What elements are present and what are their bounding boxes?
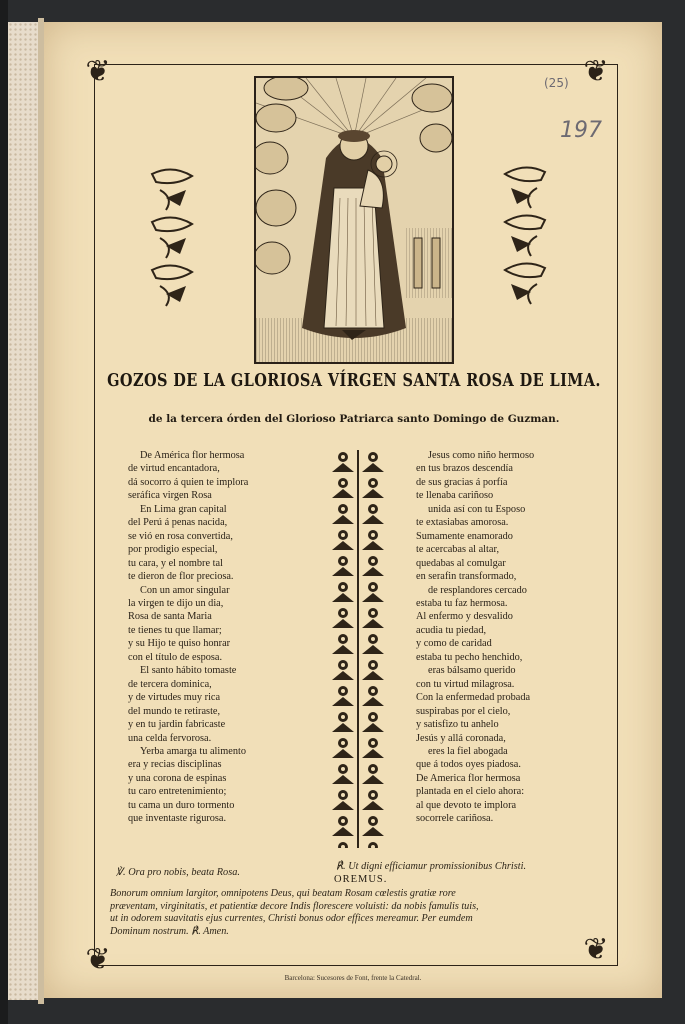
verse-line: seráfica virgen Rosa: [128, 490, 212, 502]
verse-line: estaba tu pecho henchido,: [416, 651, 523, 663]
left-facing-page: [8, 22, 40, 1000]
verse-line: de resplandores cercado: [428, 584, 527, 596]
closing-prayer: [110, 888, 606, 938]
bird-vignette-left: [146, 164, 198, 314]
verse-line: plantada en el cielo ahora:: [416, 786, 525, 798]
verse-line: quedabas al comulgar: [416, 557, 506, 569]
verse-line: con el título de esposa.: [128, 651, 223, 663]
page-title: GOZOS DE LA GLORIOSA VÍRGEN SANTA ROSA DE LIMA.: [107, 369, 601, 392]
verse-line: tu cara, y el nombre tal: [128, 557, 223, 569]
verse-line: al que devoto te implora: [416, 799, 517, 811]
verse-line: Con la enfermedad probada: [416, 692, 531, 704]
verse-line: te dieron de flor preciosa.: [128, 571, 234, 583]
verse-line: del mundo te retiraste,: [128, 705, 221, 717]
verse-line: Con un amor singular: [140, 584, 230, 596]
verse-line: de virtud encantadora,: [128, 463, 220, 475]
verse-line: y de virtudes muy rica: [128, 692, 221, 704]
versicle-text: ℣. Ora pro nobis, beata Rosa.: [116, 867, 240, 878]
verses-right-column: [416, 449, 626, 826]
corner-ornament-bottom-right: ❦: [583, 932, 609, 967]
prayer-line: Bonorum omnium largitor, omnipotens Deus, qui beatam Rosam cœlestis gratiæ rore: [110, 888, 456, 899]
verse-line: eras bálsamo querido: [428, 665, 516, 677]
verse-line: dá socorro á quien te implora: [128, 476, 249, 488]
verse-line: y en tu jardin fabricaste: [128, 719, 226, 731]
verse-line: y su Hijo te quiso honrar: [128, 638, 231, 650]
verse-line: Sumamente enamorado: [416, 530, 513, 542]
oremus-heading: OREMUS.: [334, 874, 388, 885]
verse-line: Rosa de santa Maria: [128, 611, 212, 623]
verse-line: De América flor hermosa: [140, 450, 245, 461]
saint-rose-engraving: [254, 76, 454, 364]
prayer-line: ut in odorem suavitatis ejus currentes, Christi bonus odor effices mereamur. Per eumdem: [110, 913, 473, 925]
verse-line: acudia tu piedad,: [416, 624, 487, 636]
verse-line: El santo hábito tomaste: [140, 665, 237, 677]
verse-line: la virgen te dijo un dia,: [128, 597, 224, 609]
book-spine: [0, 0, 8, 1024]
verse-line: que á todos oyes piadosa.: [416, 759, 521, 771]
verse-line: con tu virtud milagrosa.: [416, 678, 515, 690]
verse-line: en serafin transformado,: [416, 571, 517, 583]
verse-line: estaba tu faz hermosa.: [416, 597, 508, 609]
verse-line: Jesús y allá coronada,: [416, 732, 506, 744]
verse-line: te llenaba cariñoso: [416, 490, 494, 502]
bird-vignette-right: [499, 162, 551, 312]
verse-line: eres la fiel abogada: [428, 745, 508, 757]
broadsheet-page: [44, 22, 662, 998]
prayer-line: Dominum nostrum. ℟. Amen.: [110, 925, 229, 937]
verse-line: en tus brazos descendía: [416, 463, 513, 475]
verse-line: Jesus como niño hermoso: [428, 450, 535, 461]
verse-line: por prodigio especial,: [128, 544, 218, 556]
verse-line: te acercabas al altar,: [416, 544, 500, 556]
verse-line: suspirabas por el cielo,: [416, 705, 511, 717]
verse-line: y una corona de espinas: [128, 772, 227, 784]
verse-line: socorrele cariñosa.: [416, 813, 494, 825]
verse-line: de sus gracias á porfía: [416, 476, 508, 488]
verse-line: tu cama un duro tormento: [128, 799, 235, 811]
page-subtitle: de la tercera órden del Glorioso Patriarca santo Domingo de Guzman.: [148, 413, 560, 425]
pencil-mark-large: 197: [560, 118, 602, 143]
verse-line: y satisfizo tu anhelo: [416, 719, 499, 731]
pencil-mark-small: (25): [544, 76, 569, 90]
corner-ornament-top-left: ❦: [85, 54, 111, 89]
verse-line: De America flor hermosa: [416, 772, 521, 784]
engraving-illustration: [256, 78, 452, 362]
verse-line: te tienes tu que llamar;: [128, 624, 222, 636]
verses-left-column: [128, 449, 348, 826]
verse-line: unida así con tu Esposo: [428, 503, 526, 515]
verse-line: del Perú á penas nacida,: [128, 517, 228, 529]
verse-line: y como de caridad: [416, 638, 492, 650]
verse-line: de tercera dominica,: [128, 678, 212, 690]
prayer-line: præventam, virginitatis, et patientiæ decore Indis florescere voluisti: da nobis famulis tuis,: [110, 900, 479, 912]
response-text: ℟. Ut digni efficiamur promissionibus Christi.: [336, 861, 527, 872]
verse-line: En Lima gran capital: [140, 503, 227, 515]
printer-imprint: Barcelona: Sucesores de Font, frente la Catedral.: [284, 974, 422, 982]
corner-ornament-bottom-left: ❦: [85, 942, 111, 977]
verse-line: se vió en rosa convertida,: [128, 530, 233, 542]
floral-column-divider: [328, 450, 388, 848]
verse-line: una celda fervorosa.: [128, 732, 212, 744]
verse-line: que inventaste rigurosa.: [128, 813, 227, 825]
verse-line: Yerba amarga tu alimento: [140, 745, 246, 757]
verse-line: Al enfermo y desvalido: [416, 611, 513, 623]
verse-line: te extasiabas amorosa.: [416, 517, 509, 529]
verse-line: era y recias disciplinas: [128, 759, 222, 771]
verse-line: tu caro entretenimiento;: [128, 786, 227, 798]
corner-ornament-top-right: ❦: [583, 54, 609, 89]
